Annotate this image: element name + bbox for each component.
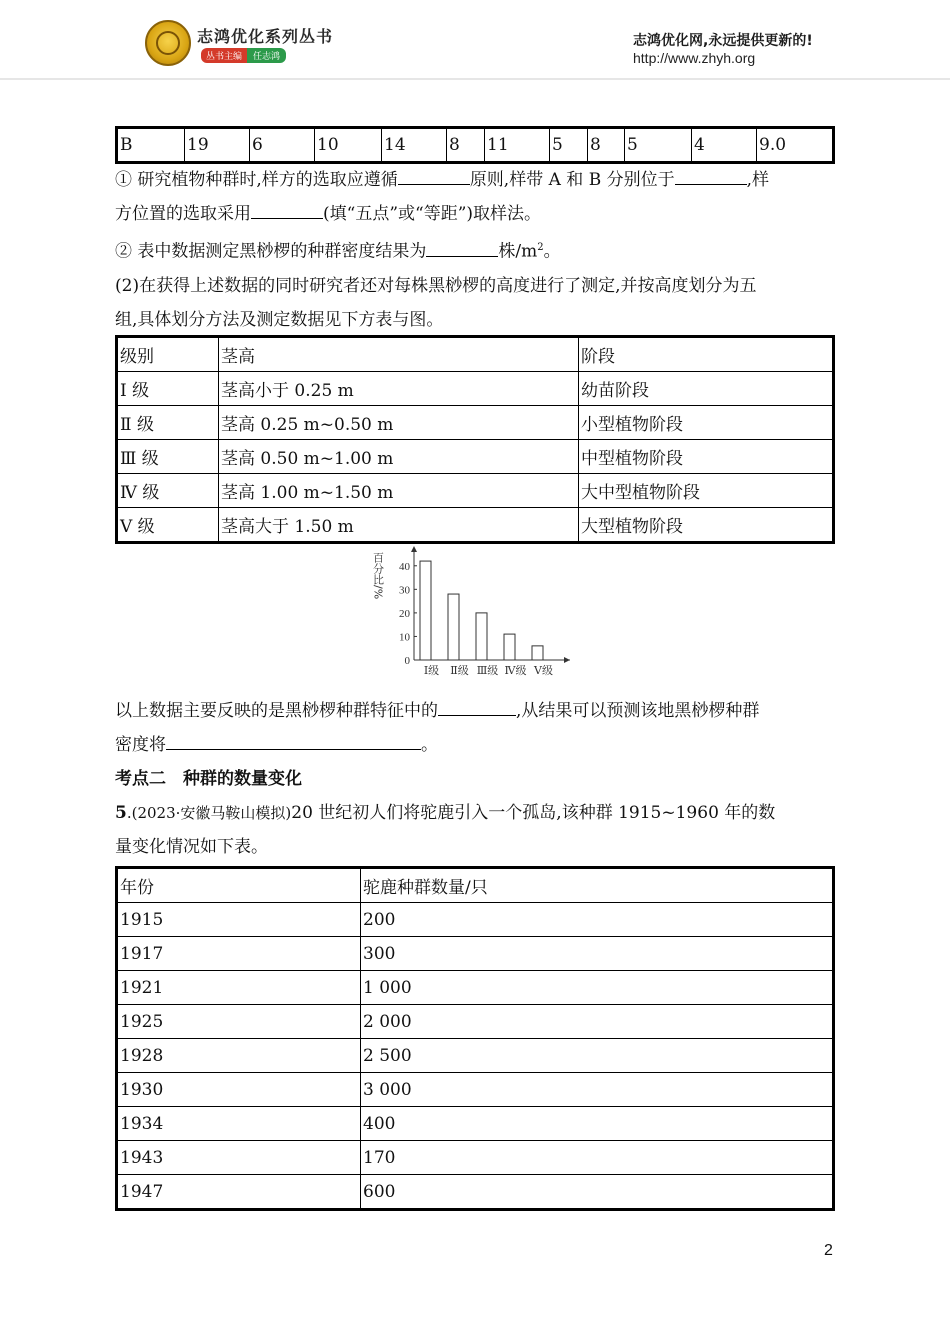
table-cell: Ⅱ 级 [117,406,219,440]
table-row [117,937,834,971]
logo-emblem [156,31,180,55]
column-header: 阶段 [579,337,834,372]
table-cell: 4 [692,128,757,163]
y-axis-label: 百分比/% [371,552,385,600]
table-cell: 1934 [117,1107,361,1141]
question-number: 5 [115,803,127,823]
table-cell: Ⅰ 级 [117,372,219,406]
table-row [117,1073,834,1107]
table-cell: 茎高 0.50 m~1.00 m [219,440,579,474]
bar [504,634,515,660]
table-cell: 茎高 0.25 m~0.50 m [219,406,579,440]
q5-line-1: 5.(2023·安徽马鞍山模拟)20 世纪初人们将驼鹿引入一个孤岛,该种群 1915~1960 年的数 [115,803,776,823]
x-tick-label: Ⅲ级 [476,664,499,677]
table-cell: 3 000 [361,1073,834,1107]
table-cell: 8 [588,128,625,163]
table-cell: 8 [447,128,485,163]
column-header: 茎高 [219,337,579,372]
brand-logo [145,20,191,66]
site-url[interactable]: http://www.zhyh.org [633,50,756,66]
column-header: 级别 [117,337,219,372]
editor-badge [201,48,286,63]
table-cell: 幼苗阶段 [579,372,834,406]
table-cell: 9.0 [757,128,834,163]
table-cell: 1943 [117,1141,361,1175]
q1-line-3: ② 表中数据测定黑桫椤的种群密度结果为 株$/m^2$。 [115,231,835,269]
table-cell: 茎高 1.00 m~1.50 m [219,474,579,508]
table-cell: 2 000 [361,1005,834,1039]
table-header-row [117,337,834,372]
table-cell: 5 [550,128,588,163]
sample-strip-b-table [115,126,835,164]
table-cell: 大型植物阶段 [579,508,834,543]
bar [476,613,487,660]
x-axis-arrow [564,657,570,663]
answer-blank[interactable] [166,729,421,750]
table-cell: 小型植物阶段 [579,406,834,440]
q1-line-2: 方位置的选取采用 (填“五点”或“等距”)取样法。 [115,197,835,231]
table-row [117,406,834,440]
table-row [117,903,834,937]
brand-title: 志鸿优化系列丛书 [197,27,334,46]
y-tick-label: 10 [399,631,410,644]
table-row [117,1107,834,1141]
header-divider [0,78,950,80]
q2-after-line-1: 以上数据主要反映的是黑桫椤种群特征中的 ,从结果可以预测该地黑桫椤种群 [115,694,835,728]
site-slogan: 志鸿优化网,永远提供更新的! [633,33,813,49]
table-cell: 6 [250,128,315,163]
table-cell: 11 [485,128,550,163]
table-cell: 1915 [117,903,361,937]
table-cell: 400 [361,1107,834,1141]
table-row [117,372,834,406]
column-header: 驼鹿种群数量/只 [361,868,834,903]
table-cell: 中型植物阶段 [579,440,834,474]
answer-blank[interactable] [251,198,323,219]
q2-line-2: 组,具体划分方法及测定数据见下方表与图。 [115,309,444,330]
moose-population-table [115,866,835,1211]
table-cell: Ⅲ 级 [117,440,219,474]
answer-blank[interactable] [426,236,498,257]
table-row [117,128,834,163]
q1-line-1: ① 研究植物种群时,样方的选取应遵循 原则,样带 A 和 B 分别位于 ,样 [115,163,835,197]
table-cell: B [117,128,185,163]
q5-line-2: 量变化情况如下表。 [115,837,268,857]
question-source: .(2023·安徽马鞍山模拟) [126,804,292,822]
y-tick-label: 30 [399,584,410,597]
table-row [117,1175,834,1210]
table-cell: 600 [361,1175,834,1210]
table-cell: 1925 [117,1005,361,1039]
table-header-row [117,868,834,903]
table-cell: 大中型植物阶段 [579,474,834,508]
column-header: 年份 [117,868,361,903]
y-tick-label: 40 [399,560,410,573]
page-number: 2 [824,1242,833,1259]
table-cell: 1928 [117,1039,361,1073]
table-cell: 10 [315,128,382,163]
table-cell: 1930 [117,1073,361,1107]
table-cell: 1 000 [361,971,834,1005]
table-row [117,1005,834,1039]
table-row [117,508,834,543]
table-cell: 200 [361,903,834,937]
table-row [117,1039,834,1073]
answer-blank[interactable] [675,164,747,185]
height-grade-table [115,335,835,544]
table-row [117,1141,834,1175]
question-1-text [115,163,835,337]
answer-blank[interactable] [438,695,516,716]
table-row [117,474,834,508]
table-cell: 19 [185,128,250,163]
table-row [117,440,834,474]
x-tick-label: Ⅳ级 [504,664,527,677]
editor-label: 丛书主编 [201,48,247,63]
table-cell: 170 [361,1141,834,1175]
height-distribution-chart [358,546,588,678]
table-cell: 茎高小于 0.25 m [219,372,579,406]
table-cell: Ⅳ 级 [117,474,219,508]
bar [448,594,459,660]
q2-line-1: (2)在获得上述数据的同时研究者还对每株黑桫椤的高度进行了测定,并按高度划分为五 [115,275,757,296]
table-cell: 1921 [117,971,361,1005]
y-tick-label: 20 [399,607,410,620]
table-cell: 1947 [117,1175,361,1210]
y-axis-arrow [411,546,417,552]
page-header [0,0,950,90]
section-title: 考点二 种群的数量变化 [115,769,302,789]
answer-blank[interactable] [398,164,470,185]
y-tick-label: 0 [404,655,410,667]
table-cell: 5 [625,128,692,163]
x-tick-label: Ⅱ级 [450,664,469,677]
q2-after-line-2: 密度将 。 [115,728,835,762]
bar [532,646,543,660]
editor-name: 任志鸿 [247,48,286,63]
x-tick-label: Ⅰ级 [423,664,440,677]
table-cell: 茎高大于 1.50 m [219,508,579,543]
bar [420,561,431,660]
table-cell: 300 [361,937,834,971]
table-cell: 14 [382,128,447,163]
table-cell: 1917 [117,937,361,971]
x-tick-label: Ⅴ级 [534,664,553,677]
table-row [117,971,834,1005]
table-cell: 2 500 [361,1039,834,1073]
table-cell: Ⅴ 级 [117,508,219,543]
q2-conclusion-text [115,694,835,864]
